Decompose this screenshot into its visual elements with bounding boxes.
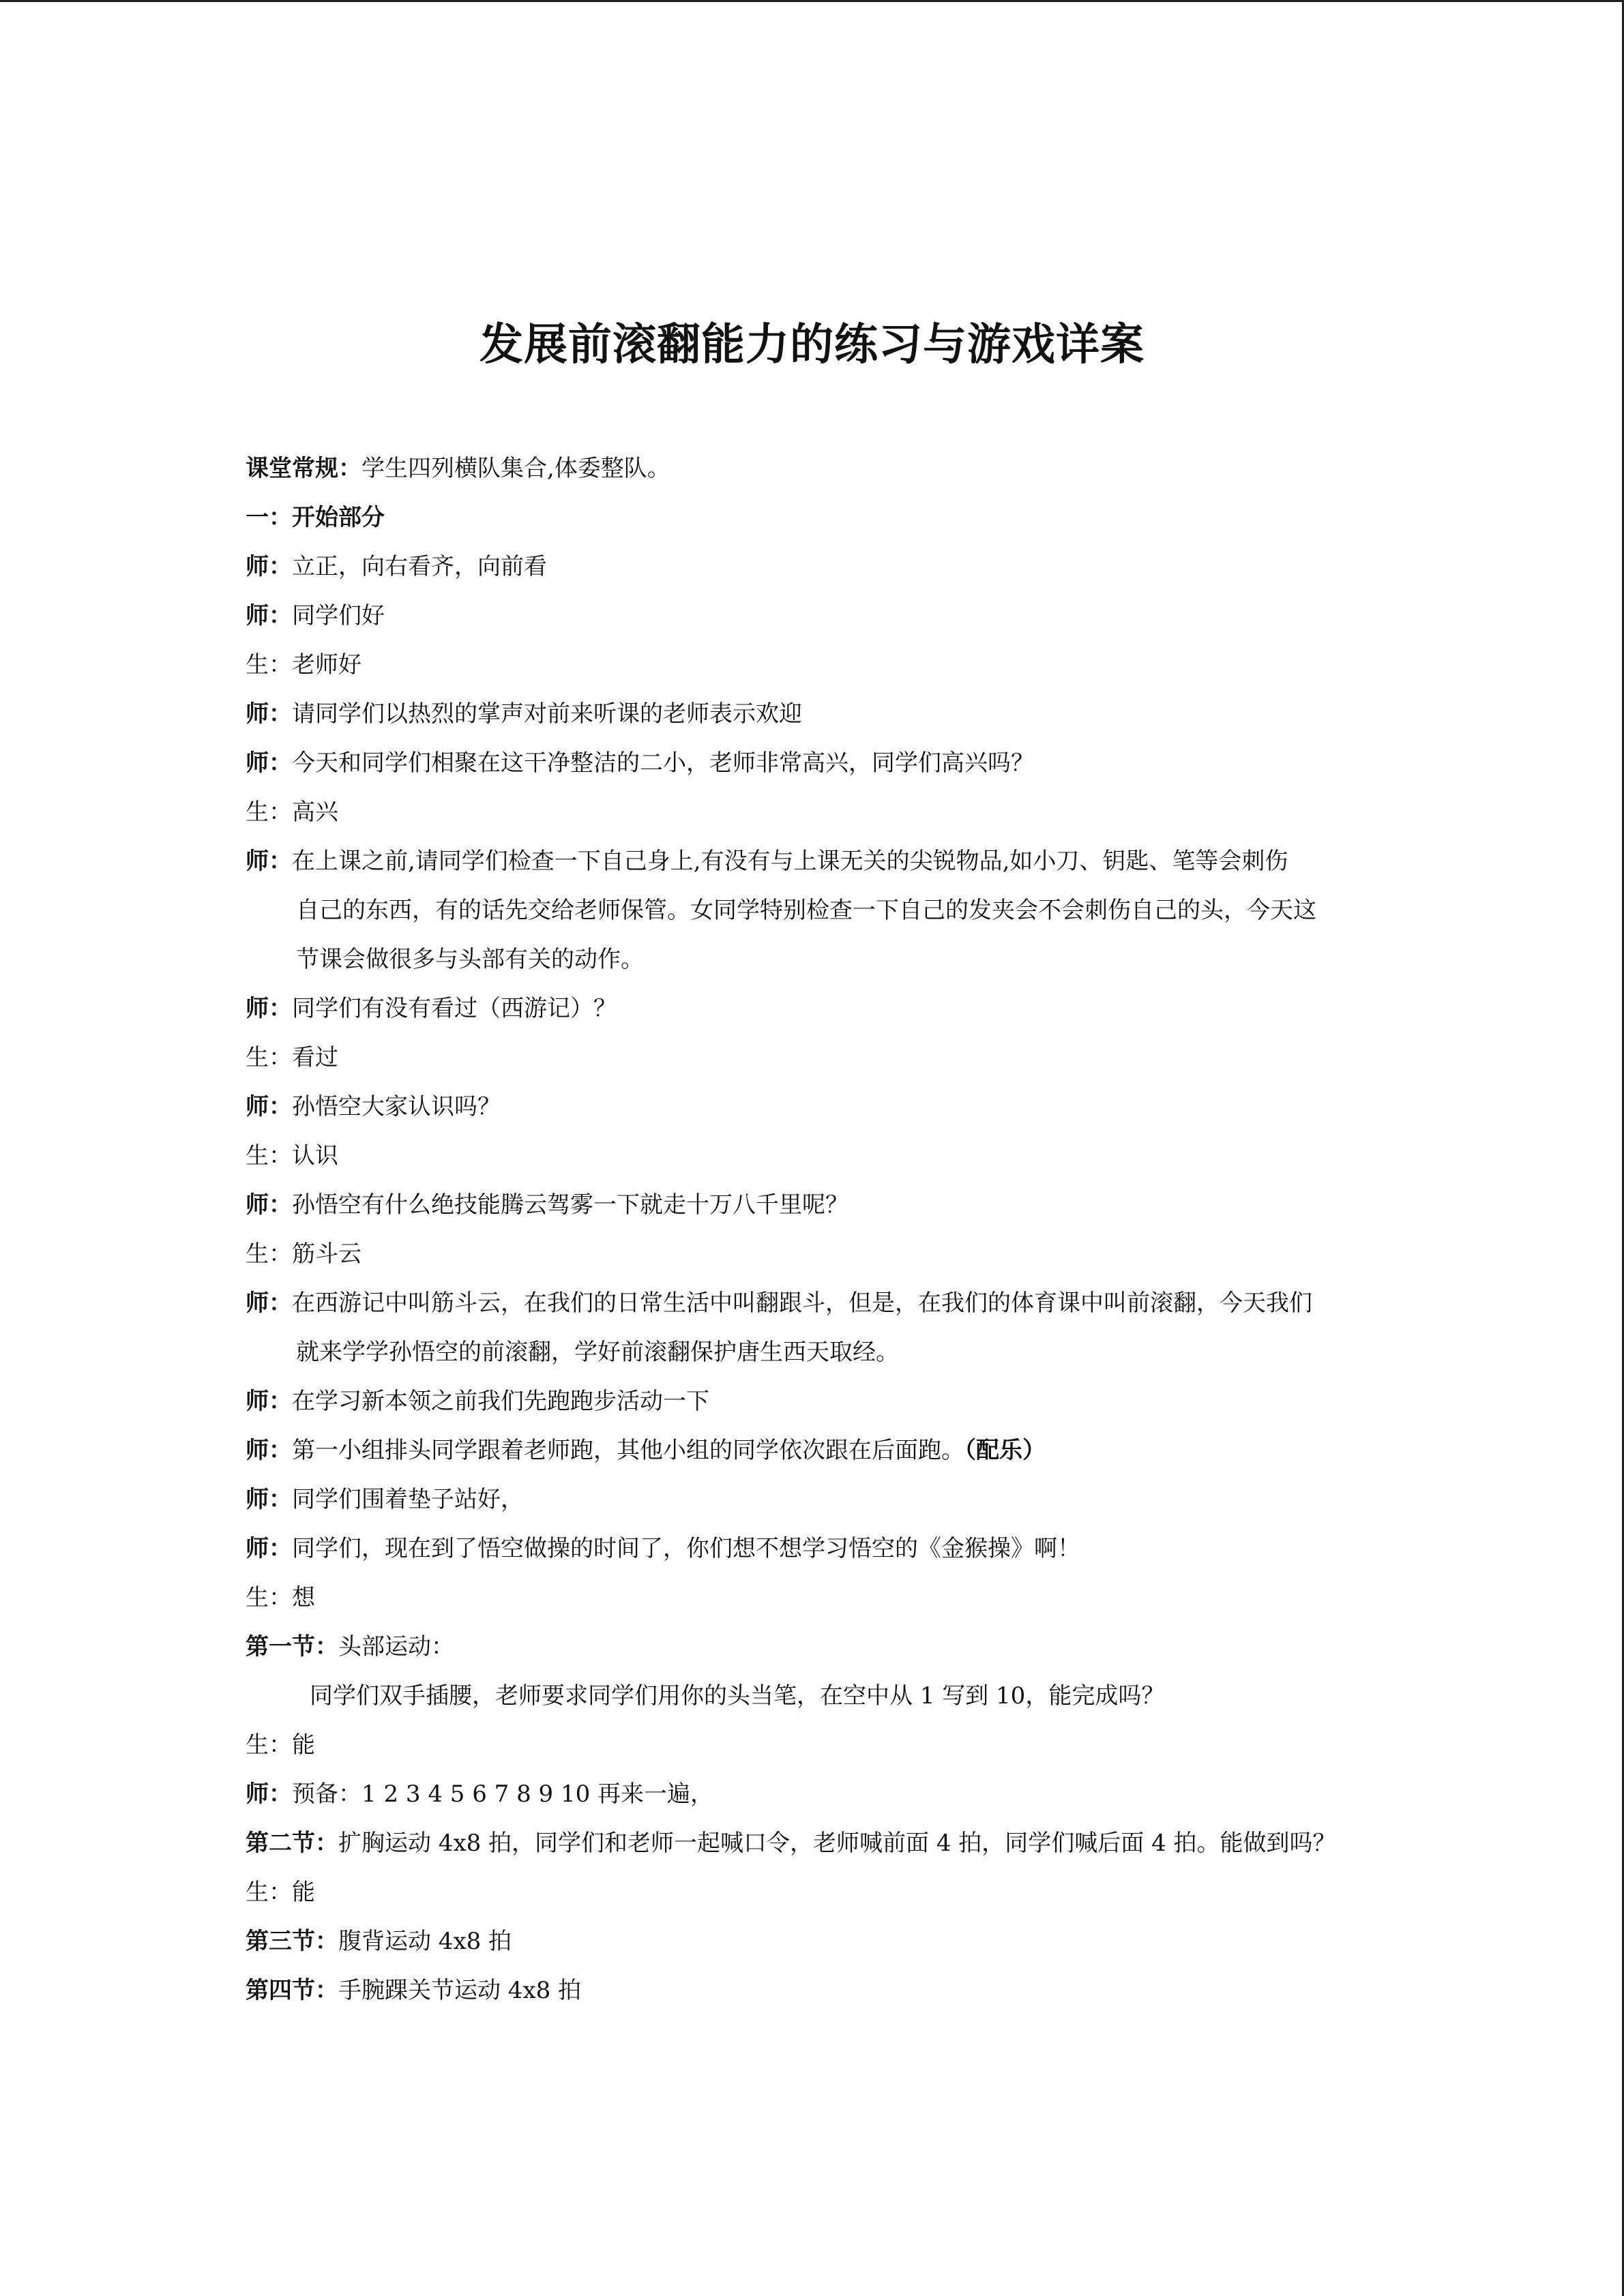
line-label: 课堂常规： — [246, 455, 361, 482]
line-text: 预备：1 2 3 4 5 6 7 8 9 10 再来一遍， — [292, 1780, 714, 1808]
line-label: 师： — [246, 995, 292, 1022]
line-text: 在西游记中叫筋斗云，在我们的日常生活中叫翻跟斗，但是，在我们的体育课中叫前滚翻，今天我们 — [292, 1289, 1312, 1317]
line-text: 头部运动： — [338, 1633, 454, 1660]
dialogue-line — [246, 1770, 1378, 1819]
dialogue-line — [246, 1524, 1378, 1573]
dialogue-line — [246, 837, 1378, 886]
dialogue-line — [246, 739, 1378, 788]
dialogue-continuation — [246, 935, 1378, 984]
dialogue-line — [246, 1229, 1378, 1279]
dialogue-line — [246, 1131, 1378, 1180]
line-label: 生： — [246, 651, 292, 679]
line-label: 生： — [246, 1142, 292, 1169]
dialogue-line — [246, 542, 1378, 591]
line-text: 能 — [292, 1731, 315, 1759]
section-heading — [246, 493, 1378, 542]
line-label: 生： — [246, 799, 292, 826]
line-text: 学生四列横队集合,体委整队。 — [361, 455, 670, 482]
line-label: 师： — [246, 1437, 292, 1464]
line-label: 生： — [246, 1584, 292, 1611]
line-label: 师： — [246, 1388, 292, 1415]
line-label: 师： — [246, 1780, 292, 1808]
line-text: 同学们围着垫子站好， — [292, 1486, 524, 1513]
exercise-section-line — [246, 1966, 1378, 2015]
line-label: 第二节： — [246, 1830, 338, 1857]
dialogue-line — [246, 640, 1378, 689]
line-text: 今天和同学们相聚在这干净整洁的二小，老师非常高兴，同学们高兴吗？ — [292, 749, 1034, 777]
line-text: 节课会做很多与头部有关的动作。 — [296, 946, 644, 973]
dialogue-continuation — [246, 1328, 1378, 1377]
line-label: 师： — [246, 700, 292, 728]
dialogue-continuation — [246, 886, 1378, 935]
dialogue-line — [246, 1868, 1378, 1917]
line-label: 师： — [246, 848, 292, 875]
line-text: 第一小组排头同学跟着老师跑，其他小组的同学依次跟在后面跑。 — [292, 1437, 964, 1464]
line-label: 生： — [246, 1879, 292, 1906]
line-text: 高兴 — [292, 799, 338, 826]
dialogue-line — [246, 984, 1378, 1033]
line-label: 生： — [246, 1044, 292, 1071]
line-text: 立正，向右看齐，向前看 — [292, 553, 547, 580]
document-body — [246, 444, 1378, 2015]
dialogue-line — [246, 1720, 1378, 1770]
line-text: 请同学们以热烈的掌声对前来听课的老师表示欢迎 — [292, 700, 802, 728]
music-cue: （配乐） — [964, 1437, 1046, 1464]
line-text: 腹背运动 4x8 拍 — [338, 1928, 512, 1955]
line-label: 第一节： — [246, 1633, 338, 1660]
line-text: 同学们有没有看过（西游记）？ — [292, 995, 617, 1022]
line-label: 一：开始部分 — [246, 504, 385, 531]
line-label: 生： — [246, 1731, 292, 1759]
exercise-section-line — [246, 1917, 1378, 1966]
dialogue-line — [246, 1180, 1378, 1229]
dialogue-line — [246, 788, 1378, 837]
line-label: 第三节： — [246, 1928, 338, 1955]
line-text: 同学们，现在到了悟空做操的时间了，你们想不想学习悟空的《金猴操》啊！ — [292, 1535, 1080, 1562]
line-text: 手腕踝关节运动 4x8 拍 — [338, 1977, 582, 2004]
line-label: 师： — [246, 553, 292, 580]
dialogue-line — [246, 1082, 1378, 1131]
line-text: 在学习新本领之前我们先跑跑步活动一下 — [292, 1388, 709, 1415]
dialogue-line — [246, 1573, 1378, 1622]
line-text: 孙悟空大家认识吗？ — [292, 1093, 501, 1120]
dialogue-line — [246, 1426, 1378, 1475]
line-text: 能 — [292, 1879, 315, 1906]
line-label: 师： — [246, 602, 292, 629]
line-text: 就来学学孙悟空的前滚翻，学好前滚翻保护唐生西天取经。 — [296, 1339, 899, 1366]
classroom-routine-line — [246, 444, 1378, 493]
top-border — [0, 0, 1624, 2]
line-text: 筋斗云 — [292, 1240, 361, 1268]
line-label: 师： — [246, 1535, 292, 1562]
line-text: 在上课之前,请同学们检查一下自己身上,有没有与上课无关的尖锐物品,如小刀、钥匙、笔等会刺伤 — [292, 848, 1288, 875]
line-label: 师： — [246, 1093, 292, 1120]
dialogue-line — [246, 689, 1378, 739]
line-text: 老师好 — [292, 651, 361, 679]
line-text: 想 — [292, 1584, 315, 1611]
dialogue-line — [246, 1279, 1378, 1328]
line-text: 同学们好 — [292, 602, 385, 629]
line-text: 看过 — [292, 1044, 338, 1071]
line-label: 师： — [246, 1486, 292, 1513]
dialogue-line — [246, 591, 1378, 640]
line-label: 第四节： — [246, 1977, 338, 2004]
line-label: 生： — [246, 1240, 292, 1268]
line-label: 师： — [246, 1289, 292, 1317]
exercise-section-line — [246, 1622, 1378, 1671]
line-text: 认识 — [292, 1142, 338, 1169]
line-text: 同学们双手插腰，老师要求同学们用你的头当笔，在空中从 1 写到 10，能完成吗？ — [310, 1682, 1165, 1710]
line-text: 扩胸运动 4x8 拍，同学们和老师一起喊口令，老师喊前面 4 拍，同学们喊后面 4 拍。能做到吗？ — [338, 1830, 1336, 1857]
line-label: 师： — [246, 1191, 292, 1219]
document-title: 发展前滚翻能力的练习与游戏详案 — [479, 320, 1145, 370]
dialogue-line — [246, 1475, 1378, 1524]
line-text: 孙悟空有什么绝技能腾云驾雾一下就走十万八千里呢？ — [292, 1191, 848, 1219]
dialogue-line — [246, 1377, 1378, 1426]
line-label: 师： — [246, 749, 292, 777]
exercise-section-line — [246, 1819, 1378, 1868]
dialogue-line — [246, 1033, 1378, 1082]
line-text: 自己的东西，有的话先交给老师保管。女同学特别检查一下自己的发夹会不会刺伤自己的头，今天这 — [296, 897, 1316, 924]
exercise-instruction — [246, 1671, 1378, 1720]
